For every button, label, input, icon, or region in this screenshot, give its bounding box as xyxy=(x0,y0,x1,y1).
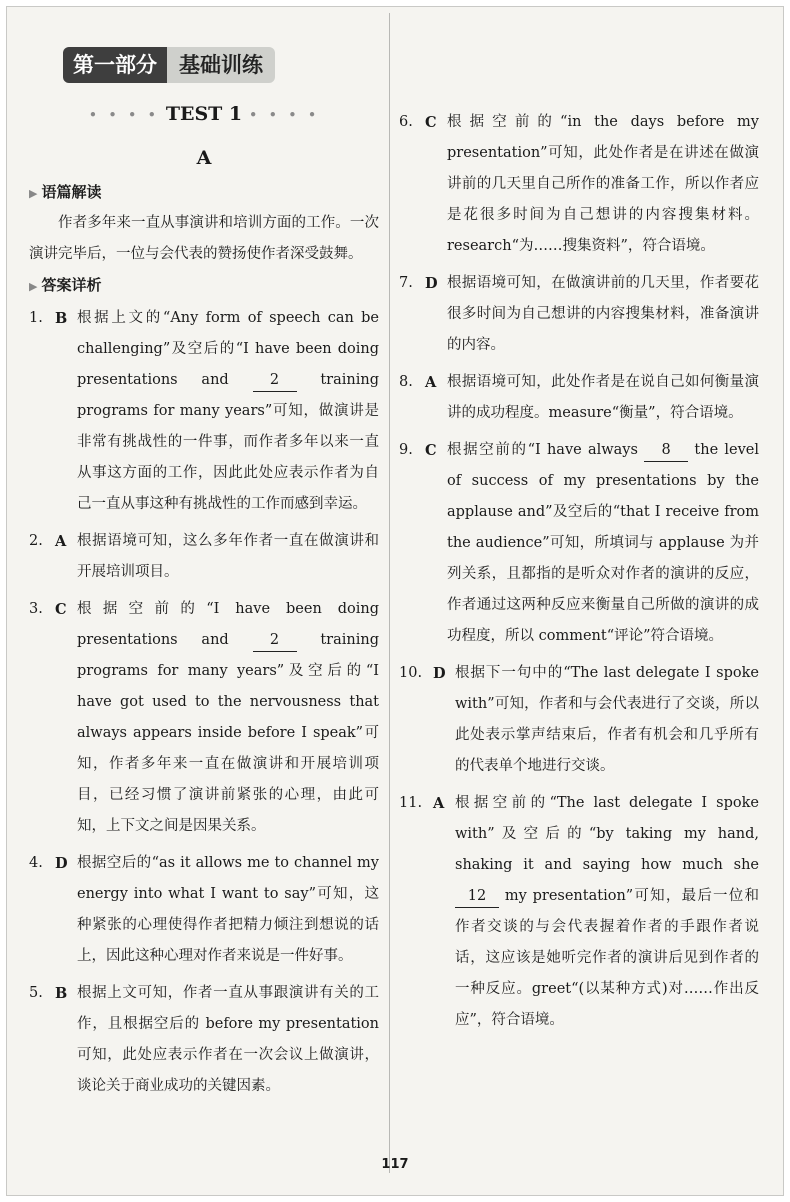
item-answer: B xyxy=(55,985,68,1002)
item-number: 11. xyxy=(399,795,423,811)
item-number: 2. xyxy=(29,533,43,549)
answer-item xyxy=(399,367,759,429)
item-number: 1. xyxy=(29,310,43,326)
item-explanation: 根据语境可知，这么多年作者一直在做演讲和开展培训项目。 xyxy=(77,533,379,580)
answer-item xyxy=(29,303,379,520)
column-divider xyxy=(389,13,390,1173)
intro-text: 作者多年来一直从事演讲和培训方面的工作。一次演讲完毕后，一位与会代表的赞扬使作者深受鼓舞。 xyxy=(29,215,379,262)
item-number: 10. xyxy=(399,665,423,681)
answer-item xyxy=(29,526,379,588)
answer-item xyxy=(29,848,379,972)
item-explanation: 根据空前的“in the days before my presentation”可知，此处作者是在讲述在做演讲前的几天里自己所作的准备工作，所以作者应是花很多时间为自己想讲的内容搜集材料。research“为……搜集资料”，符合语境。 xyxy=(447,114,759,254)
item-explanation: 根据空前的“I have been doing presentations and 2 training programs for many years”及空后的“I have got used to the nervousness that always appears inside before I speak”可知，作者多年来一直在做演讲和开展培训项目，已经习惯了演讲前紧张的心理，由此可知，上下文之间是因果关系。 xyxy=(77,601,379,834)
item-explanation: 根据语境可知，在做演讲前的几天里，作者要花很多时间为自己想讲的内容搜集材料，准备演讲的内容。 xyxy=(447,275,759,353)
item-answer: A xyxy=(55,533,67,550)
item-explanation: 根据空前的“I have always 8 the level of success of my presentations by the applause and”及空后的“that I receive from the audience”可知，所填词与 applause 为并列关系，且都指的是听众对作者的演讲的反应，作者通过这两种反应来衡量自己所做的演讲的成功程度，所以 comment“评论”符合语境。 xyxy=(447,435,759,652)
item-answer: D xyxy=(55,855,68,872)
answer-item xyxy=(399,268,759,361)
blank: 2 xyxy=(253,369,297,392)
blank: 8 xyxy=(644,439,688,462)
answer-item xyxy=(29,594,379,842)
book-page xyxy=(6,6,784,1196)
item-answer: C xyxy=(55,601,67,618)
item-answer: C xyxy=(425,114,437,131)
item-number: 9. xyxy=(399,442,413,458)
test-title-text: TEST 1 xyxy=(165,103,243,125)
answers-heading xyxy=(29,274,379,295)
title-dots-right: • • • • xyxy=(248,106,320,124)
answer-item xyxy=(399,658,759,782)
part-title: 基础训练 xyxy=(167,47,275,83)
item-explanation: 根据空后的“as it allows me to channel my energy into what I want to say”可知，这种紧张的心理使得作者把精力倾注到想说的话上，因此这种心理对作者来说是一件好事。 xyxy=(77,855,379,964)
item-answer: C xyxy=(425,442,437,459)
item-answer: B xyxy=(55,310,68,327)
intro-heading xyxy=(29,181,379,202)
item-explanation: 根据下一句中的“The last delegate I spoke with”可知，作者和与会代表进行了交谈，所以此处表示掌声结束后，作者有机会和几乎所有的代表单个地进行交谈。 xyxy=(455,665,759,774)
item-explanation: 根据语境可知，此处作者是在说自己如何衡量演讲的成功程度。measure“衡量”，符合语境。 xyxy=(447,374,759,421)
page-number: 117 xyxy=(381,1157,409,1172)
item-number: 8. xyxy=(399,374,413,390)
answer-item xyxy=(29,978,379,1102)
blank: 2 xyxy=(253,629,297,652)
item-answer: D xyxy=(433,665,446,682)
arrow-marker-icon: ▶ xyxy=(29,187,38,200)
item-number: 4. xyxy=(29,855,43,871)
passage-letter: A xyxy=(196,147,212,169)
answer-item xyxy=(399,788,759,1036)
part-label: 第一部分 xyxy=(63,47,167,83)
answers-heading-text: 答案详析 xyxy=(41,276,102,294)
item-answer: A xyxy=(433,795,445,812)
answer-item xyxy=(399,435,759,652)
answer-item xyxy=(399,107,759,262)
item-explanation: 根据空前的“The last delegate I spoke with”及空后的“by taking my hand, shaking it and saying how much she 12 my presentation”可知，最后一位和作者交谈的与会代表握着作者的手跟作者说话，这应该是她听完作者的演讲后见到作者的一种反应。greet“(以某种方式)对……作出反应”，符合语境。 xyxy=(455,795,760,1028)
title-dots-left: • • • • xyxy=(88,106,160,124)
test-title xyxy=(29,103,379,125)
item-explanation: 根据上文可知，作者一直从事跟演讲有关的工作，且根据空后的 before my presentation 可知，此处应表示作者在一次会议上做演讲，谈论关于商业成功的关键因素。 xyxy=(77,985,379,1094)
arrow-marker-icon: ▶ xyxy=(29,280,38,293)
item-number: 3. xyxy=(29,601,43,617)
blank: 12 xyxy=(455,885,499,908)
item-number: 5. xyxy=(29,985,43,1001)
item-number: 6. xyxy=(399,114,413,130)
item-number: 7. xyxy=(399,275,413,291)
item-answer: A xyxy=(425,374,437,391)
intro-heading-text: 语篇解读 xyxy=(41,183,102,201)
item-answer: D xyxy=(425,275,438,292)
section-banner xyxy=(63,47,275,83)
item-explanation: 根据上文的“Any form of speech can be challenging”及空后的“I have been doing presentations and 2 training programs for many years”可知，做演讲是非常有挑战性的一件事，而作者多年以来一直从事这方面的工作，因此此处应表示作者为自己一直从事这种有挑战性的工作而感到幸运。 xyxy=(77,310,379,512)
